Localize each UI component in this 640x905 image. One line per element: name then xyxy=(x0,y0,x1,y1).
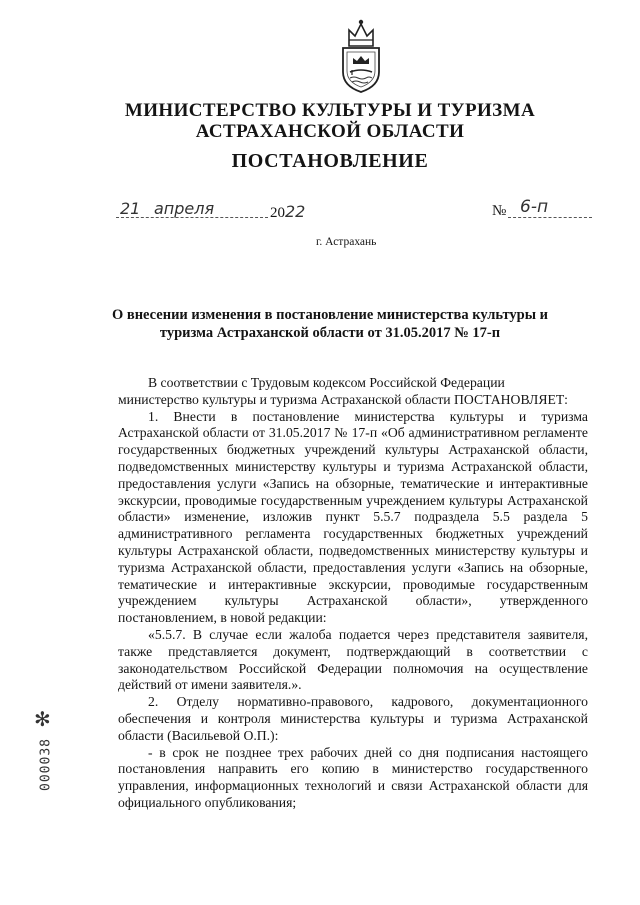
number-underline xyxy=(508,217,592,218)
date-year xyxy=(270,202,305,222)
date-day: 21 xyxy=(120,199,141,218)
body-paragraph-preamble-cont: министерство культуры и туризма Астраханской области ПОСТАНОВЛЯЕТ: xyxy=(118,391,568,407)
subject-line-1: О внесении изменения в постановление министерства культуры и xyxy=(111,307,549,323)
date-year-suffix: 22 xyxy=(285,202,306,221)
coat-of-arms-icon xyxy=(336,16,386,94)
date-month: апреля xyxy=(154,199,215,218)
body-paragraph-item-1: 1. Внести в постановление министерства культуры и туризма Астраханской области от 31.05.2017 № 17-п «Об административном регламенте государственных бюджетных учреждений культуры Астраханской области, подведомственных министерству культуры и туризма Астраханской области, предоставления услуги «Запись на обзорные, тематические и интерактивные экскурсии, проводимые государственным учреждением культуры Астраханской области» изменение, изложив пункт 5.5.7 подраздела 5.5 раздела 5 административного регламента государственных бюджетных учреждений культуры Астраханской области, подведомственных министерству культуры и туризма Астраханской области, предоставления услуги «Запись на обзорные, тематические и интерактивные экскурсии, проводимые государственным учреждением культуры Астраханской области», утвержденного постановлением, в новой редакции: xyxy=(118,408,588,626)
subject-line-2: туризма Астраханской области от 31.05.2017 № 17-п xyxy=(159,325,501,341)
document-type-title: ПОСТАНОВЛЕНИЕ xyxy=(231,150,429,172)
number-label: № xyxy=(492,203,507,219)
ministry-name-line-2: АСТРАХАНСКОЙ ОБЛАСТИ xyxy=(195,121,465,142)
margin-stamp-star: ✻ xyxy=(34,709,51,731)
document-number: 6-п xyxy=(520,197,549,217)
ministry-name-line-1: МИНИСТЕРСТВО КУЛЬТУРЫ И ТУРИЗМА xyxy=(124,100,536,121)
body-paragraph-item-2-bullet: - в срок не позднее трех рабочих дней со дня подписания настоящего постановления направить его копию в министерство государственного управления, информационных технологий и связи Астраханской области для официального опубликования; xyxy=(118,744,588,810)
body-paragraph-preamble: В соответствии с Трудовым кодексом Российской Федерации xyxy=(148,375,505,390)
body-paragraph-item-2: 2. Отделу нормативно-правового, кадрового, документационного обеспечения и контроля министерства культуры и туризма Астраханской области (Васильевой О.П.): xyxy=(118,694,588,743)
date-year-prefix: 20 xyxy=(270,205,285,221)
city-label: г. Астрахань xyxy=(316,236,377,248)
body-paragraph-quote: «5.5.7. В случае если жалоба подается через представителя заявителя, также представляется документ, подтверждающий в соответствии с законодательством Российской Федерации полномочия на осуществление действий от имени заявителя.». xyxy=(118,626,588,693)
margin-stamp-number-text: 000038 xyxy=(38,738,54,791)
document-body xyxy=(118,375,588,812)
date-underline xyxy=(116,217,268,218)
